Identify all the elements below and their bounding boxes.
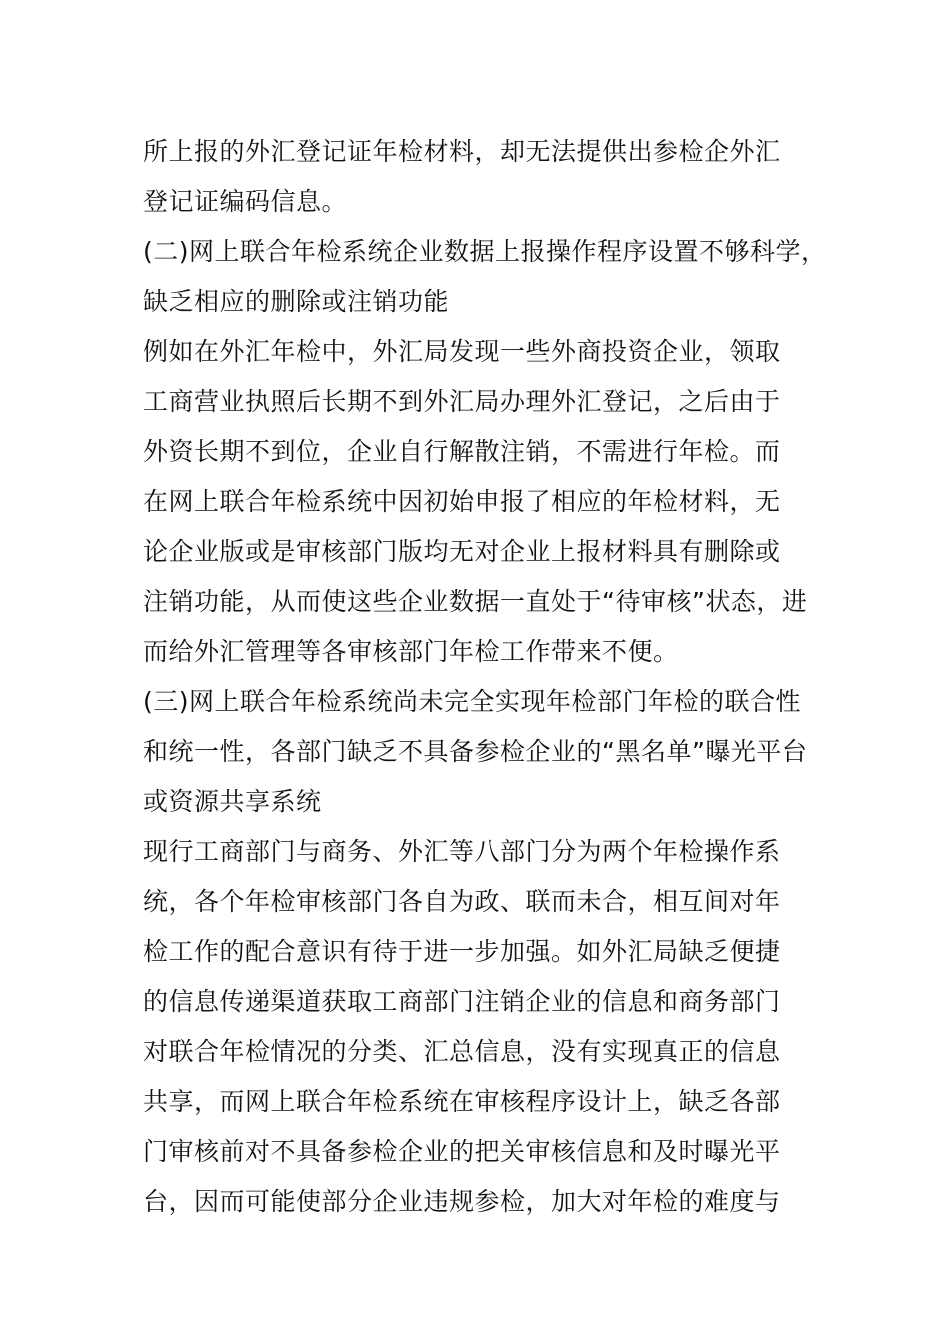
text-line: 注销功能，从而使这些企业数据一直处于“待审核”状态，进 [143,587,808,616]
text-line: 登记证编码信息。 [143,187,348,216]
section-heading-3-cont: 和统一性，各部门缺乏不具备参检企业的“黑名单”曝光平台 [143,737,808,766]
text-line: 工商营业执照后长期不到外汇局办理外汇登记，之后由于 [143,387,781,416]
text-line: 台，因而可能使部分企业违规参检，加大对年检的难度与 [143,1187,781,1216]
text-line: 所上报的外汇登记证年检材料，却无法提供出参检企外汇 [143,137,781,166]
text-line: 而给外汇管理等各审核部门年检工作带来不便。 [143,637,679,666]
section-heading-2: (二)网上联合年检系统企业数据上报操作程序设置不够科学， [143,237,827,266]
text-line: 例如在外汇年检中，外汇局发现一些外商投资企业，领取 [143,337,781,366]
text-line: 现行工商部门与商务、外汇等八部门分为两个年检操作系 [143,837,781,866]
text-line: 外资长期不到位，企业自行解散注销，不需进行年检。而 [143,437,781,466]
text-line: 统，各个年检审核部门各自为政、联而未合，相互间对年 [143,887,781,916]
text-line: 共享，而网上联合年检系统在审核程序设计上，缺乏各部 [143,1087,781,1116]
text-line: 在网上联合年检系统中因初始申报了相应的年检材料，无 [143,487,781,516]
section-heading-3-cont: 或资源共享系统 [143,787,322,816]
text-line: 检工作的配合意识有待于进一步加强。如外汇局缺乏便捷 [143,937,781,966]
text-line: 的信息传递渠道获取工商部门注销企业的信息和商务部门 [143,987,781,1016]
section-heading-2-cont: 缺乏相应的删除或注销功能 [143,287,450,316]
text-line: 对联合年检情况的分类、汇总信息，没有实现真正的信息 [143,1037,781,1066]
section-heading-3: (三)网上联合年检系统尚未完全实现年检部门年检的联合性 [143,687,802,716]
text-line: 门审核前对不具备参检企业的把关审核信息和及时曝光平 [143,1137,781,1166]
text-line: 论企业版或是审核部门版均无对企业上报材料具有删除或 [143,537,781,566]
